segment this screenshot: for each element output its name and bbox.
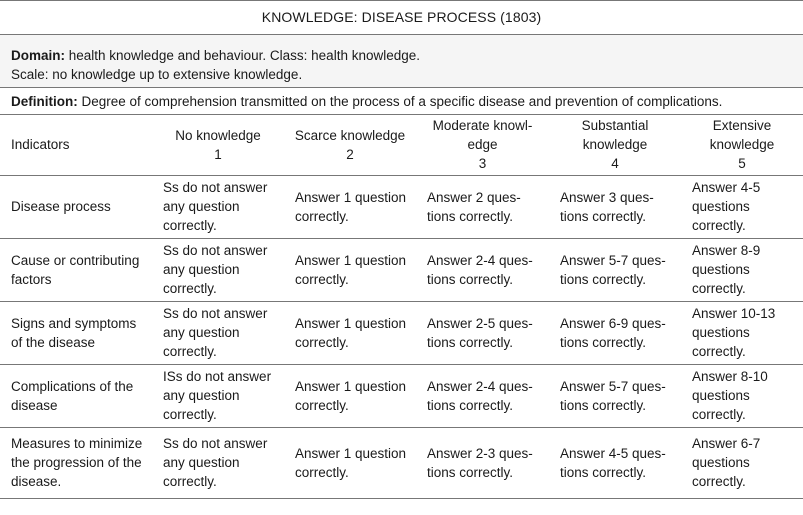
level-number: 5 bbox=[738, 156, 746, 172]
criterion-line: correctly. bbox=[692, 407, 746, 422]
criterion-cell bbox=[284, 238, 416, 301]
criterion-line: Answer 10-13 bbox=[692, 306, 776, 321]
criterion-line: correctly. bbox=[295, 208, 349, 224]
definition-text: Degree of comprehension transmitted on the process of a specific disease and prevention of complications. bbox=[77, 93, 723, 109]
criterion-line: Answer 6-9 ques- bbox=[560, 315, 666, 331]
level-label-line: edge bbox=[467, 137, 498, 153]
criterion-cell bbox=[152, 175, 284, 238]
indicator-line: the progression of the bbox=[11, 455, 142, 470]
indicator-line: Measures to minimize bbox=[11, 436, 143, 451]
criterion-line: Answer 5-7 ques- bbox=[560, 252, 666, 268]
criterion-line: tions correctly. bbox=[560, 464, 647, 480]
level-header bbox=[681, 115, 803, 175]
criterion-line: any question bbox=[163, 455, 240, 470]
indicator-line: Signs and symptoms bbox=[11, 315, 137, 331]
indicator-line: disease. bbox=[11, 474, 62, 489]
criterion-line: Answer 4-5 bbox=[692, 180, 761, 195]
level-header bbox=[284, 115, 416, 175]
criterion-line: Answer 3 ques- bbox=[560, 189, 654, 205]
criterion-cell bbox=[284, 175, 416, 238]
criterion-line: Answer 1 question bbox=[295, 315, 407, 331]
indicators-header: Indicators bbox=[11, 137, 70, 153]
criterion-cell bbox=[284, 364, 416, 427]
table-row bbox=[0, 301, 803, 364]
criterion-cell bbox=[284, 427, 416, 498]
criterion-cell bbox=[549, 427, 681, 498]
domain-label: Domain: bbox=[11, 48, 65, 63]
level-number: 3 bbox=[478, 156, 487, 172]
criterion-line: tions correctly. bbox=[560, 208, 647, 224]
criterion-line: correctly. bbox=[163, 344, 217, 359]
indicator-line: factors bbox=[11, 271, 52, 287]
level-label-line: knowledge bbox=[582, 137, 648, 153]
criterion-cell bbox=[416, 238, 549, 301]
criterion-cell bbox=[416, 175, 549, 238]
indicator-scale-table bbox=[0, 115, 803, 499]
criterion-line: correctly. bbox=[692, 281, 746, 296]
criterion-line: correctly. bbox=[295, 334, 349, 350]
criterion-line: Answer 4-5 ques- bbox=[560, 445, 666, 461]
indicator-cell bbox=[0, 427, 152, 498]
criterion-cell bbox=[284, 301, 416, 364]
level-label-line: Scarce knowledge bbox=[294, 127, 406, 143]
criterion-line: Answer 2-3 ques- bbox=[427, 445, 533, 461]
definition-line bbox=[0, 88, 803, 115]
criterion-line: Answer 6-7 bbox=[692, 436, 761, 451]
document-title: KNOWLEDGE: DISEASE PROCESS (1803) bbox=[0, 0, 803, 35]
indicator-line: disease bbox=[11, 397, 58, 413]
indicator-cell bbox=[0, 364, 152, 427]
level-header bbox=[416, 115, 549, 175]
criterion-line: correctly. bbox=[692, 344, 746, 359]
criterion-cell bbox=[549, 175, 681, 238]
indicator-cell bbox=[0, 238, 152, 301]
domain-line bbox=[11, 46, 803, 65]
criterion-line: any question bbox=[163, 199, 240, 214]
scale-line: Scale: no knowledge up to extensive knowledge. bbox=[11, 67, 303, 82]
criterion-line: correctly. bbox=[295, 397, 349, 413]
criterion-line: Ss do not answer bbox=[163, 436, 268, 451]
level-header bbox=[152, 115, 284, 175]
criterion-line: questions bbox=[692, 262, 750, 277]
criterion-cell bbox=[549, 301, 681, 364]
indicator-cell bbox=[0, 175, 152, 238]
criterion-line: correctly. bbox=[163, 407, 217, 422]
classification-block bbox=[0, 35, 803, 88]
criterion-line: tions correctly. bbox=[427, 271, 514, 287]
criterion-cell bbox=[681, 238, 803, 301]
criterion-line: tions correctly. bbox=[560, 397, 647, 413]
criterion-line: Answer 5-7 ques- bbox=[560, 378, 666, 394]
criterion-cell bbox=[549, 364, 681, 427]
criterion-line: questions bbox=[692, 455, 750, 470]
criterion-cell bbox=[681, 175, 803, 238]
level-label-line: Moderate knowl- bbox=[432, 118, 533, 134]
indicator-line: Cause or contributing bbox=[11, 252, 140, 268]
criterion-cell bbox=[416, 427, 549, 498]
criterion-line: tions correctly. bbox=[427, 397, 514, 413]
table-row bbox=[0, 364, 803, 427]
criterion-line: ISs do not answer bbox=[163, 369, 272, 384]
table-row bbox=[0, 238, 803, 301]
criterion-line: tions correctly. bbox=[560, 334, 647, 350]
criterion-line: Answer 1 question bbox=[295, 189, 407, 205]
criterion-line: questions bbox=[692, 325, 750, 340]
criterion-line: questions bbox=[692, 199, 750, 214]
criterion-cell bbox=[681, 364, 803, 427]
criterion-line: Answer 2 ques- bbox=[427, 189, 521, 205]
criterion-line: tions correctly. bbox=[560, 271, 647, 287]
criterion-line: tions correctly. bbox=[427, 464, 514, 480]
criterion-cell bbox=[549, 238, 681, 301]
level-header bbox=[549, 115, 681, 175]
criterion-line: Ss do not answer bbox=[163, 306, 268, 321]
criterion-line: correctly. bbox=[163, 281, 217, 296]
criterion-line: any question bbox=[163, 388, 240, 403]
criterion-line: correctly. bbox=[163, 218, 217, 233]
criterion-line: Ss do not answer bbox=[163, 243, 268, 258]
criterion-cell bbox=[416, 364, 549, 427]
criterion-line: Answer 8-10 bbox=[692, 369, 768, 384]
level-label-line: Extensive bbox=[712, 118, 772, 134]
criterion-line: correctly. bbox=[295, 271, 349, 287]
indicator-line: of the disease bbox=[11, 334, 96, 350]
table-row bbox=[0, 175, 803, 238]
criterion-cell bbox=[152, 238, 284, 301]
definition-label: Definition: bbox=[11, 93, 78, 109]
domain-text: health knowledge and behaviour. Class: health knowledge. bbox=[65, 48, 420, 63]
criterion-cell bbox=[681, 427, 803, 498]
table-row bbox=[0, 427, 803, 498]
indicator-line: Complications of the bbox=[11, 378, 134, 394]
criterion-cell bbox=[152, 301, 284, 364]
criterion-line: tions correctly. bbox=[427, 208, 514, 224]
criterion-line: Ss do not answer bbox=[163, 180, 268, 195]
criterion-cell bbox=[681, 301, 803, 364]
criterion-line: correctly. bbox=[295, 464, 349, 480]
criterion-line: Answer 1 question bbox=[295, 445, 407, 461]
criterion-cell bbox=[152, 364, 284, 427]
criterion-line: Answer 2-4 ques- bbox=[427, 378, 533, 394]
indicator-line: Disease process bbox=[11, 199, 111, 214]
level-number: 2 bbox=[346, 146, 354, 162]
criterion-line: tions correctly. bbox=[427, 334, 514, 350]
criterion-cell bbox=[152, 427, 284, 498]
criterion-line: correctly. bbox=[692, 218, 746, 233]
level-label-line: Substantial bbox=[581, 118, 649, 134]
level-number: 4 bbox=[611, 156, 619, 172]
criterion-line: correctly. bbox=[692, 474, 746, 489]
criterion-line: Answer 2-4 ques- bbox=[427, 252, 533, 268]
criterion-line: questions bbox=[692, 388, 750, 403]
criterion-line: correctly. bbox=[163, 474, 217, 489]
indicator-cell bbox=[0, 301, 152, 364]
criterion-line: Answer 2-5 ques- bbox=[427, 315, 533, 331]
level-label-line: knowledge bbox=[709, 137, 775, 153]
table-header-row bbox=[0, 115, 803, 175]
criterion-line: any question bbox=[163, 262, 240, 277]
level-label-line: No knowledge bbox=[175, 127, 261, 143]
criterion-line: any question bbox=[163, 325, 240, 340]
criterion-line: Answer 1 question bbox=[295, 252, 407, 268]
criterion-line: Answer 1 question bbox=[295, 378, 407, 394]
level-number: 1 bbox=[214, 146, 222, 162]
criterion-cell bbox=[416, 301, 549, 364]
criterion-line: Answer 8-9 bbox=[692, 243, 761, 258]
